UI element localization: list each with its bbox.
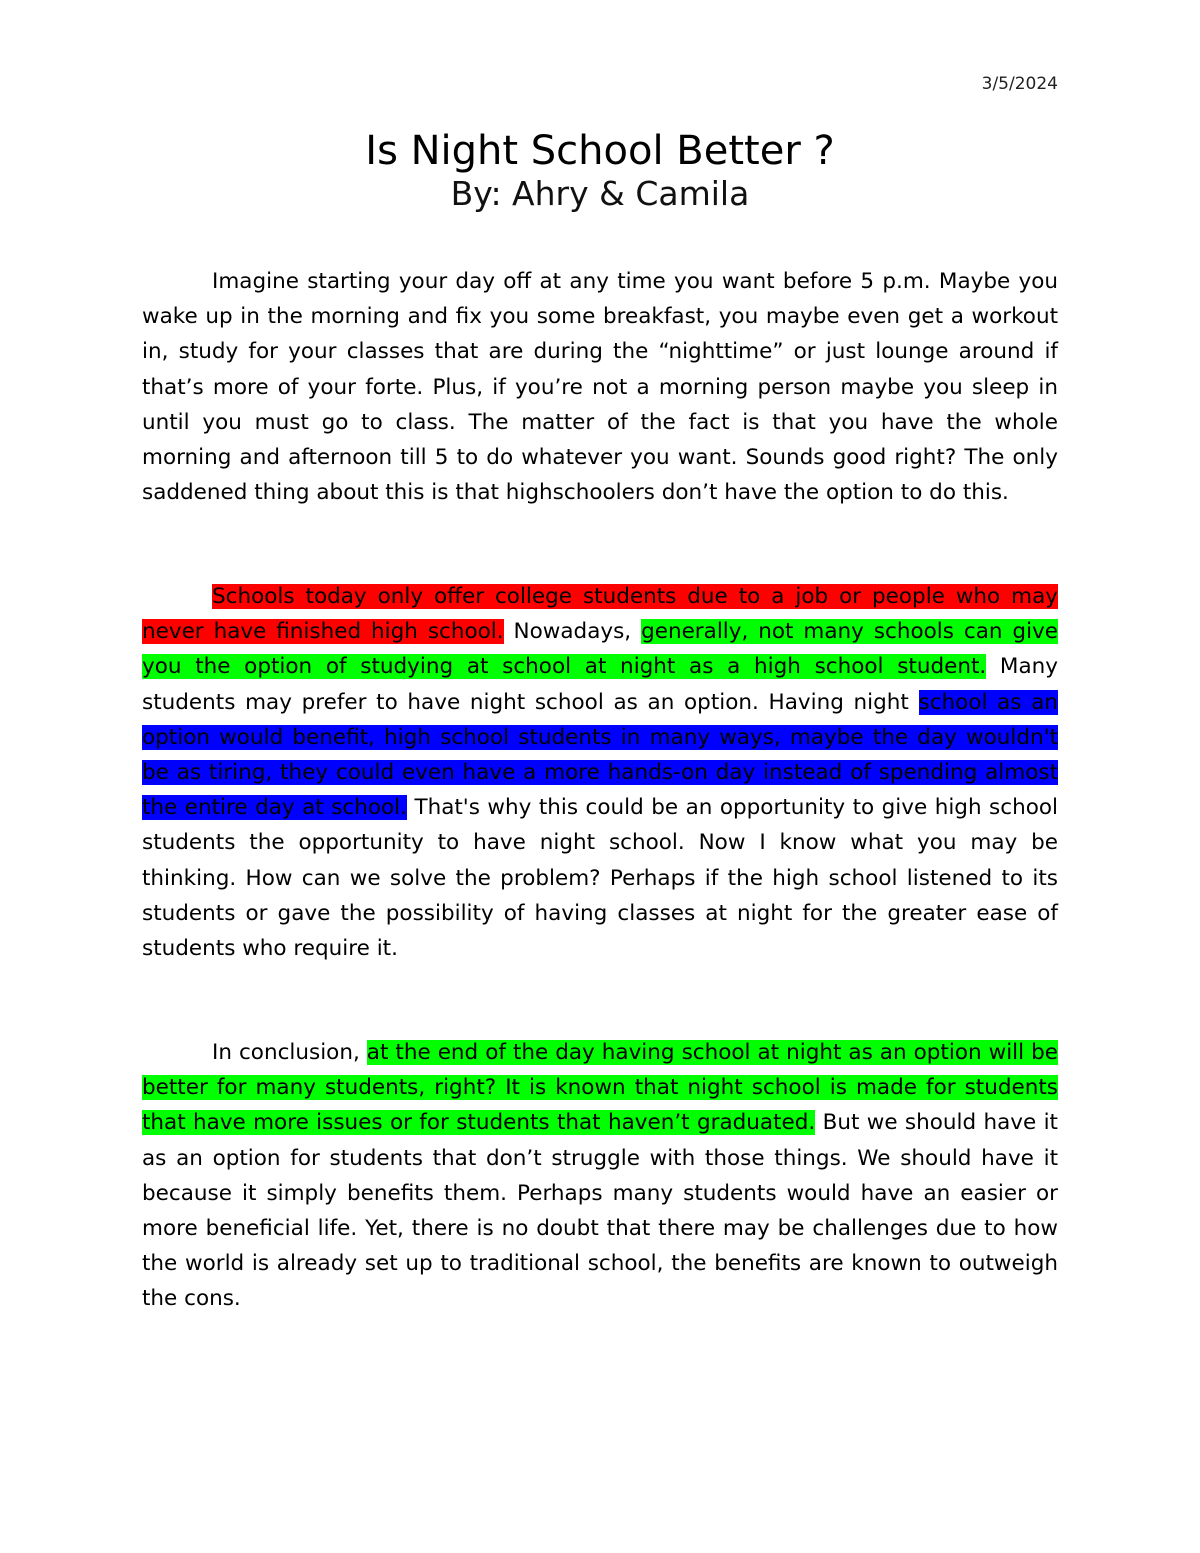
document-title: Is Night School Better ?: [365, 128, 835, 174]
highlight-green-conclusion: at the end of the day having school at night as an option will be better for many students, right? It is known that night school is made for students that have more issues or for students that haven’t graduated.: [142, 1040, 1058, 1136]
paragraph-conclusion: [142, 1035, 1058, 1317]
byline: By: Ahry & Camila: [450, 174, 750, 213]
paragraph-body: [142, 579, 1058, 966]
plain-text: Many students may prefer to have night school as an option. Having night: [142, 654, 1058, 715]
plain-text: But we should have it as an option for students that don’t struggle with those things. We should have it because it simply benefits them. Perhaps many students would have an easier or more beneficial life. Yet, there is no doubt that there may be challenges due to how the world is already set up to traditional school, the benefits are known to outweigh the cons.: [142, 1110, 1058, 1312]
date-header: 3/5/2024: [981, 74, 1058, 94]
title-block: [0, 128, 1200, 214]
plain-text: Nowadays,: [503, 619, 642, 645]
highlight-red-claim: Schools today only offer college students due to a job or people who may never have finished high school.: [142, 584, 1058, 645]
paragraph-intro: Imagine starting your day off at any time you want before 5 p.m. Maybe you wake up in the morning and fix you some breakfast, you maybe even get a workout in, study for your classes that are during the “nighttime” or just lounge around if that’s more of your forte. Plus, if you’re not a morning person maybe you sleep in until you must go to class. The matter of the fact is that you have the whole morning and afternoon till 5 to do whatever you want. Sounds good right? The only saddened thing about this is that highschoolers don’t have the option to do this.: [142, 269, 1058, 506]
plain-text: That's why this could be an opportunity to give high school students the opportunity to have night school. Now I know what you may be thinking. How can we solve the problem? Perhaps if the high school listened to its students or gave the possibility of having classes at night for the greater ease of students who require it.: [142, 795, 1058, 962]
plain-text: In conclusion,: [212, 1040, 367, 1065]
highlight-blue-reasoning: school as an option would benefit, high school students in many ways, maybe the day wouldn't be as tiring, they could even have a more hands-on day instead of spending almost the entire day at school.: [142, 689, 1058, 821]
highlight-green-evidence: generally, not many schools can give you the option of studying at school at night as a high school student.: [142, 619, 1058, 680]
